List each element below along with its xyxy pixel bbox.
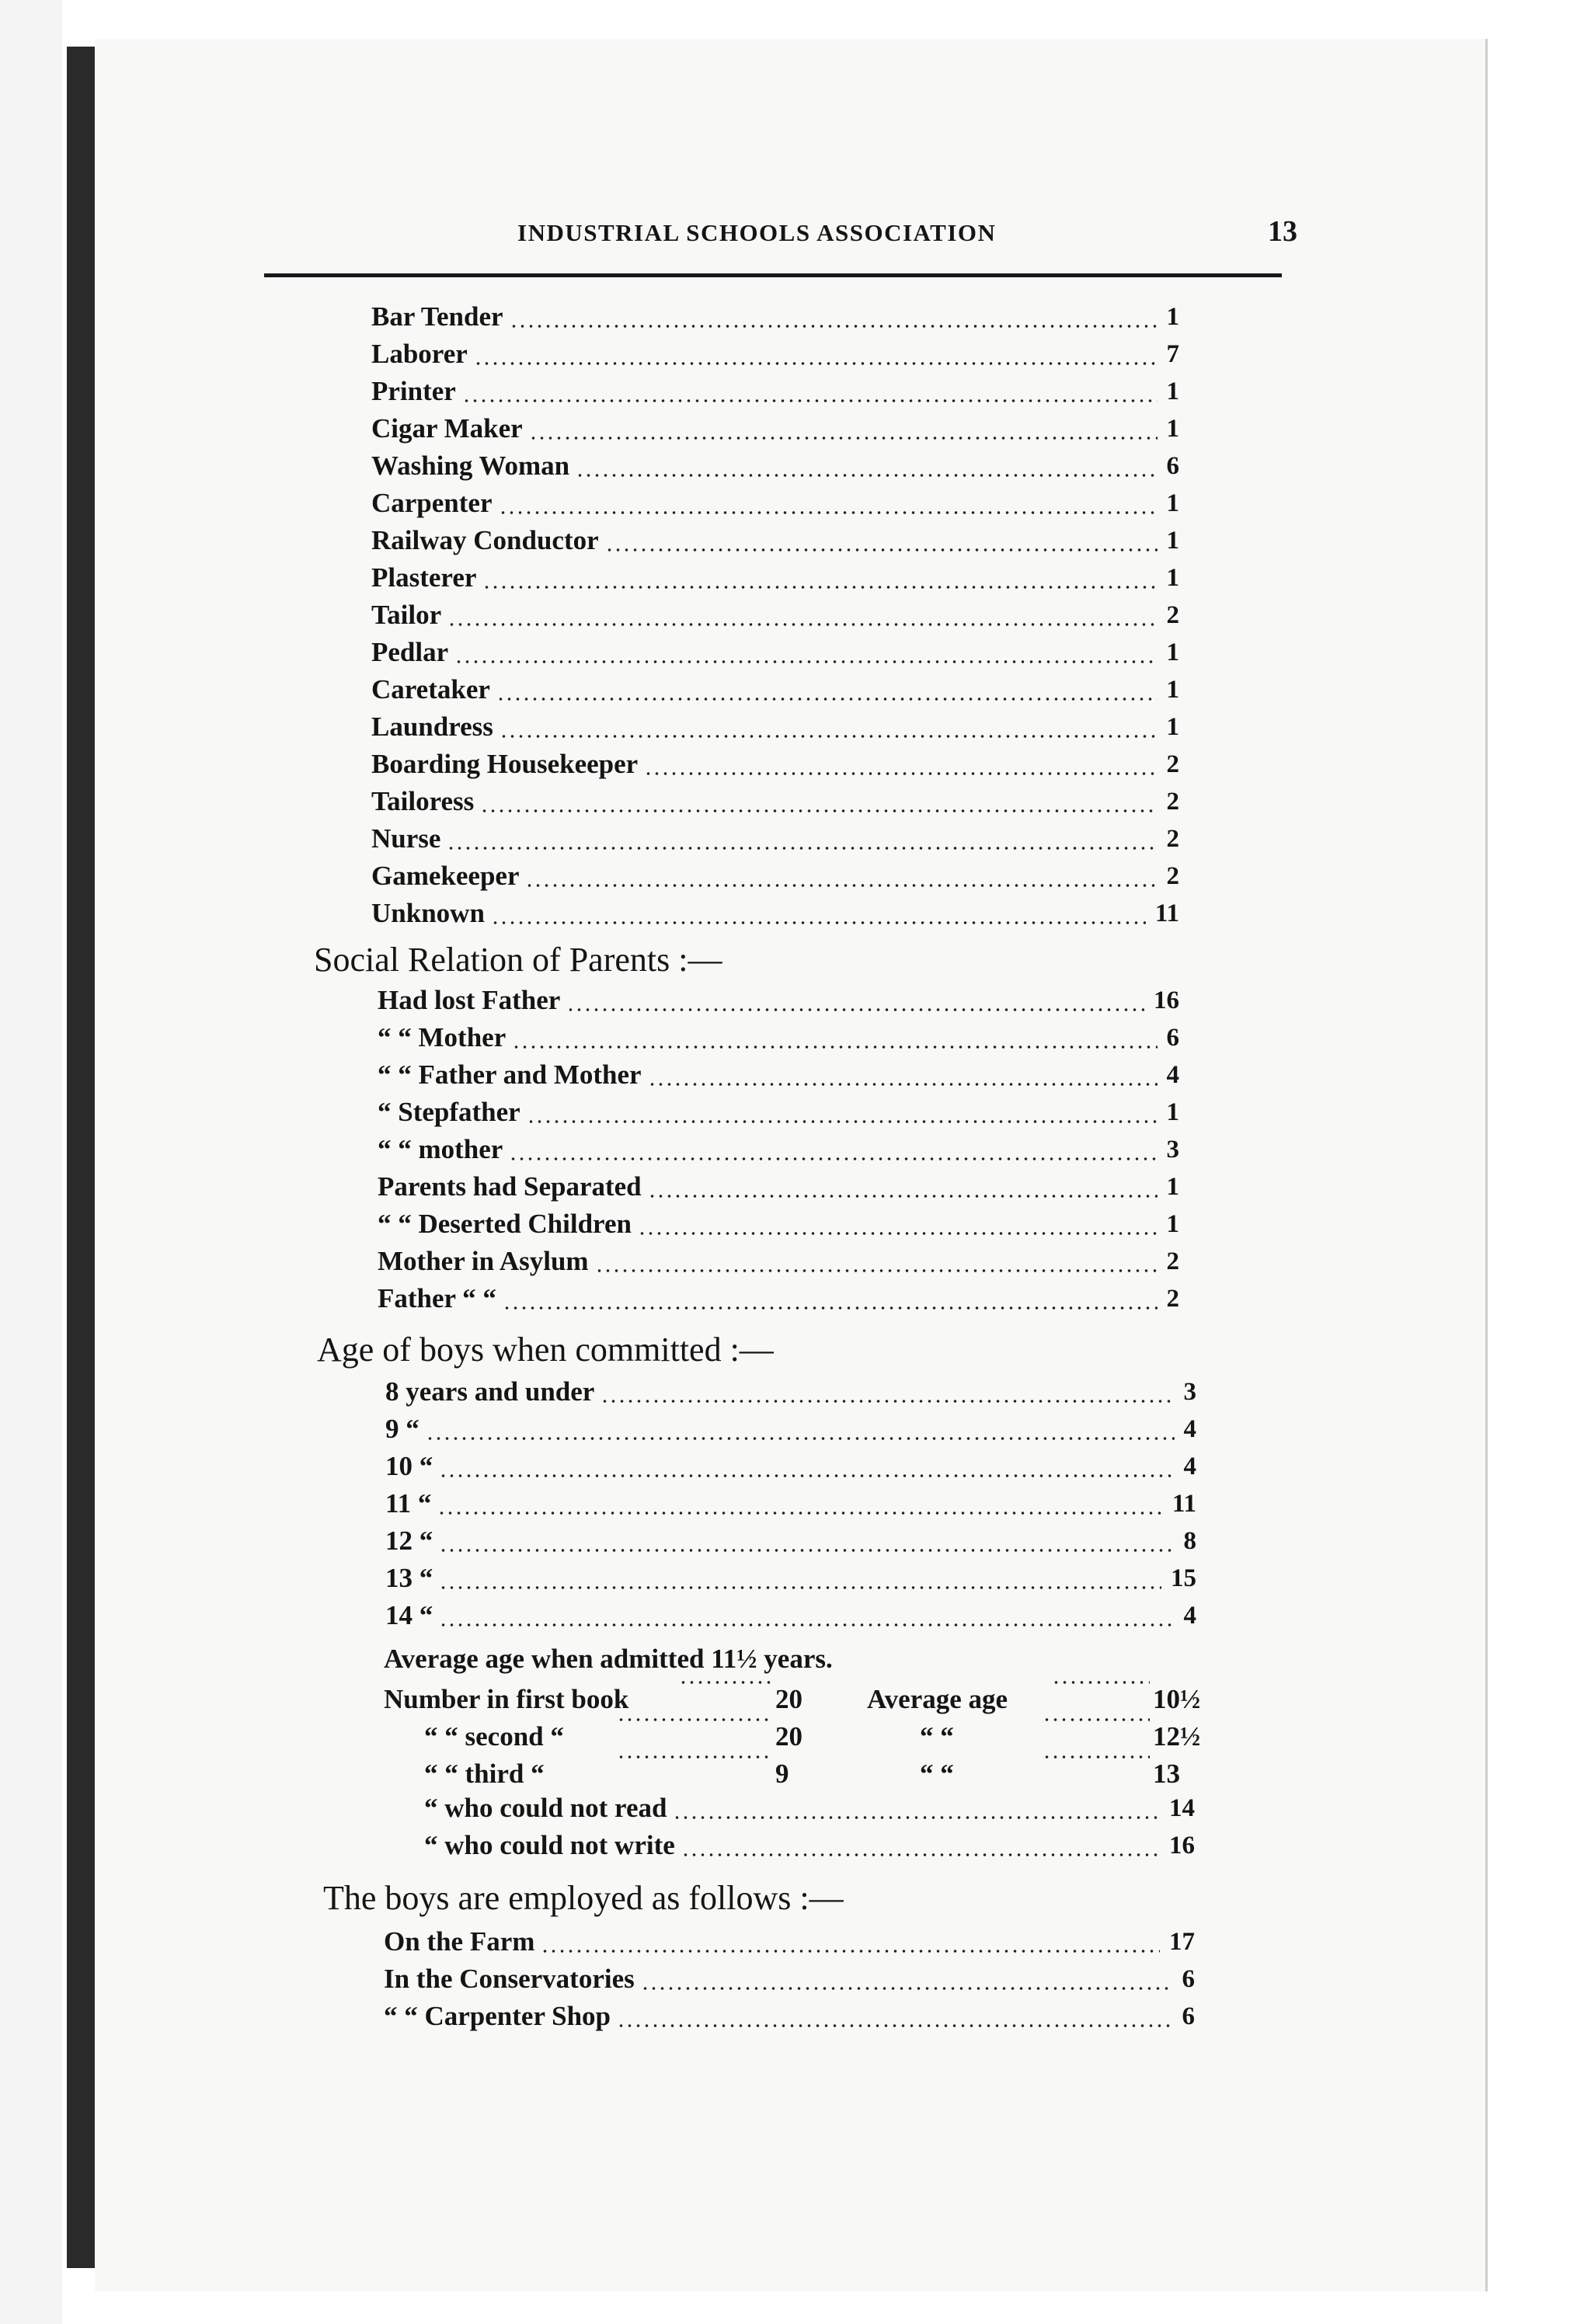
row-value: 1 (1166, 1210, 1179, 1238)
row-value: 1 (1166, 713, 1179, 741)
row-label: Carpenter (371, 485, 497, 522)
average-age-label: “ “ (920, 1718, 957, 1755)
row-value: 2 (1166, 601, 1179, 629)
row-label: “ “ Carpenter Shop (384, 1998, 615, 2035)
occupations-list (371, 298, 1179, 932)
table-row (378, 1280, 1179, 1317)
row-label: 9 “ (385, 1411, 424, 1448)
leader-dots (512, 1045, 1157, 1049)
leader-dots (527, 1120, 1158, 1123)
row-value: 1 (1166, 489, 1179, 517)
age-list (385, 1373, 1196, 1634)
leader-dots (529, 437, 1158, 440)
row-label: Mother in Asylum (378, 1243, 594, 1280)
leader-dots (509, 1157, 1157, 1160)
table-row (378, 1019, 1179, 1056)
row-value: 14 (1169, 1794, 1195, 1822)
leader-dots (641, 1987, 1173, 1990)
leader-dots (499, 511, 1158, 514)
average-age-value: 10½ (1153, 1681, 1203, 1718)
literacy-list (424, 1790, 1195, 1864)
employment-list (384, 1923, 1195, 2035)
leader-dots (439, 1586, 1161, 1589)
row-label: “ who could not write (424, 1827, 680, 1864)
row-value: 1 (1166, 676, 1179, 704)
row-value: 8 (1183, 1527, 1196, 1555)
row-label: Railway Conductor (371, 522, 604, 559)
row-value: 1 (1166, 415, 1179, 443)
table-row (378, 1131, 1179, 1168)
table-row (385, 1373, 1196, 1411)
row-value: 2 (1166, 788, 1179, 816)
table-row (371, 820, 1179, 858)
table-row (371, 336, 1179, 373)
table-row (424, 1790, 1195, 1827)
leader-dots (482, 586, 1157, 589)
leader-dots (681, 1853, 1160, 1856)
row-value: 1 (1166, 1098, 1179, 1126)
leader-dots (437, 1512, 1162, 1515)
leader-dots (525, 884, 1157, 887)
row-label: “ “ Mother (378, 1019, 510, 1056)
leader-dots (617, 2024, 1172, 2027)
leader-dots (439, 1623, 1174, 1626)
leader-dots (601, 1400, 1174, 1403)
table-row (371, 708, 1179, 746)
row-label: 13 “ (385, 1560, 437, 1597)
row-value: 6 (1166, 452, 1179, 480)
table-row (424, 1827, 1195, 1864)
leader-dots (605, 548, 1158, 551)
book-level-row (384, 1755, 1196, 1793)
row-value: 16 (1169, 1832, 1195, 1860)
social-relation-list (378, 982, 1179, 1317)
row-label: On the Farm (384, 1923, 539, 1960)
book-level-row (384, 1681, 1201, 1718)
table-row (371, 634, 1179, 671)
row-label: 8 years and under (385, 1373, 599, 1411)
book-level-label: “ “ third “ (424, 1755, 548, 1793)
leader-dots (496, 698, 1158, 701)
leader-dots (447, 847, 1157, 850)
average-age-value: 12½ (1153, 1718, 1203, 1755)
book-level-count: 20 (775, 1718, 806, 1755)
book-level-label: Number in first book (384, 1681, 632, 1718)
table-row (371, 783, 1179, 820)
row-label: Tailoress (371, 783, 479, 820)
table-row (371, 522, 1179, 559)
row-label: 11 “ (385, 1485, 436, 1522)
table-row (371, 559, 1179, 597)
row-label: 10 “ (385, 1448, 437, 1485)
table-row (371, 746, 1179, 783)
leader-dots (1052, 1681, 1150, 1684)
leader-dots (1043, 1718, 1150, 1721)
row-value: 6 (1166, 1024, 1179, 1052)
row-label: Washing Woman (371, 447, 574, 485)
leader-dots (454, 660, 1157, 663)
leader-dots (500, 735, 1158, 738)
book-level-row (384, 1718, 1201, 1755)
row-label: Father “ “ (378, 1280, 501, 1317)
table-row (371, 858, 1179, 895)
table-row (371, 373, 1179, 410)
table-row (385, 1411, 1196, 1448)
table-row (371, 485, 1179, 522)
row-value: 4 (1183, 1452, 1196, 1480)
leader-dots (474, 362, 1158, 365)
row-value: 4 (1183, 1602, 1196, 1630)
row-label: Pedlar (371, 634, 453, 671)
table-row (384, 1923, 1195, 1960)
table-row (378, 1056, 1179, 1094)
leader-dots (439, 1474, 1174, 1477)
age-heading: Age of boys when committed :— (317, 1331, 774, 1369)
row-label: Cigar Maker (371, 410, 527, 447)
leader-dots (679, 1681, 772, 1684)
average-age-label: “ “ (920, 1755, 957, 1793)
table-row (378, 982, 1179, 1019)
table-row (371, 410, 1179, 447)
row-label: Nurse (371, 820, 445, 858)
row-label: “ who could not read (424, 1790, 671, 1827)
book-level-label: “ “ second “ (424, 1718, 567, 1755)
row-value: 2 (1166, 1247, 1179, 1275)
book-gutter (67, 47, 95, 2268)
row-value: 2 (1166, 750, 1179, 778)
row-value: 2 (1166, 825, 1179, 853)
table-row (371, 298, 1179, 336)
row-value: 2 (1166, 862, 1179, 890)
leader-dots (644, 772, 1157, 775)
header-rule (264, 273, 1282, 277)
leader-dots (595, 1269, 1158, 1272)
leader-dots (447, 623, 1157, 626)
leader-dots (491, 921, 1146, 924)
row-label: Gamekeeper (371, 858, 524, 895)
table-row (371, 597, 1179, 634)
leader-dots (462, 399, 1158, 402)
leader-dots (541, 1950, 1160, 1953)
average-age-value: 13 (1153, 1755, 1183, 1793)
row-value: 7 (1166, 340, 1179, 368)
table-row (371, 895, 1179, 932)
leader-dots (426, 1437, 1175, 1440)
table-row (385, 1485, 1196, 1522)
row-value: 15 (1171, 1564, 1196, 1592)
row-label: Tailor (371, 597, 446, 634)
table-row (385, 1522, 1196, 1560)
leader-dots (1043, 1755, 1150, 1759)
book-level-count: 20 (775, 1681, 806, 1718)
row-label: “ Stepfather (378, 1094, 525, 1131)
row-value: 6 (1182, 2002, 1195, 2030)
leader-dots (617, 1755, 772, 1759)
row-value: 3 (1166, 1136, 1179, 1164)
row-label: Had lost Father (378, 982, 565, 1019)
leader-dots (617, 1718, 772, 1721)
row-label: Caretaker (371, 671, 495, 708)
row-value: 11 (1154, 899, 1179, 927)
row-value: 1 (1166, 377, 1179, 405)
page-header (264, 215, 1297, 266)
table-row (371, 671, 1179, 708)
row-label: Plasterer (371, 559, 481, 597)
row-label: Parents had Separated (378, 1168, 646, 1205)
running-head: INDUSTRIAL SCHOOLS ASSOCIATION (517, 219, 997, 246)
row-label: Unknown (371, 895, 489, 932)
row-label: “ “ Deserted Children (378, 1205, 636, 1243)
table-row (378, 1243, 1179, 1280)
leader-dots (638, 1232, 1158, 1235)
average-age-label: Average age (867, 1681, 1011, 1718)
row-value: 1 (1166, 564, 1179, 592)
row-value: 2 (1166, 1285, 1179, 1313)
row-label: Printer (371, 373, 461, 410)
leader-dots (576, 474, 1157, 477)
row-label: 12 “ (385, 1522, 437, 1560)
table-row (378, 1094, 1179, 1131)
leader-dots (439, 1549, 1174, 1552)
row-label: Bar Tender (371, 298, 508, 336)
employment-heading: The boys are employed as follows :— (323, 1879, 844, 1917)
leader-dots (503, 1306, 1158, 1310)
leader-dots (510, 325, 1158, 328)
leader-dots (648, 1195, 1158, 1198)
average-age-note: Average age when admitted 11½ years. (384, 1644, 833, 1674)
row-value: 16 (1154, 986, 1179, 1014)
row-value: 1 (1166, 527, 1179, 555)
leader-dots (480, 809, 1157, 812)
table-row (385, 1448, 1196, 1485)
row-label: Boarding Housekeeper (371, 746, 642, 783)
leader-dots (648, 1083, 1158, 1086)
row-value: 4 (1166, 1061, 1179, 1089)
table-row (371, 447, 1179, 485)
row-value: 4 (1183, 1415, 1196, 1443)
table-row (384, 1960, 1195, 1998)
table-row (385, 1597, 1196, 1634)
row-value: 1 (1166, 638, 1179, 666)
table-row (378, 1205, 1179, 1243)
facing-page-edge (0, 0, 62, 2324)
row-label: “ “ mother (378, 1131, 507, 1168)
social-relation-heading: Social Relation of Parents :— (314, 941, 722, 979)
row-label: In the Conservatories (384, 1960, 639, 1998)
book-level-count: 9 (775, 1755, 792, 1793)
table-row (385, 1560, 1196, 1597)
row-value: 6 (1182, 1965, 1195, 1993)
page-number: 13 (1268, 215, 1297, 248)
table-row (384, 1998, 1195, 2035)
row-label: Laundress (371, 708, 498, 746)
row-value: 17 (1169, 1928, 1195, 1956)
row-value: 11 (1171, 1490, 1196, 1518)
row-label: Laborer (371, 336, 472, 373)
leader-dots (566, 1008, 1144, 1011)
table-row (378, 1168, 1179, 1205)
row-value: 1 (1166, 1173, 1179, 1201)
row-label: “ “ Father and Mother (378, 1056, 646, 1094)
row-value: 1 (1166, 303, 1179, 331)
leader-dots (673, 1816, 1160, 1819)
row-value: 3 (1183, 1378, 1196, 1406)
row-label: 14 “ (385, 1597, 437, 1634)
